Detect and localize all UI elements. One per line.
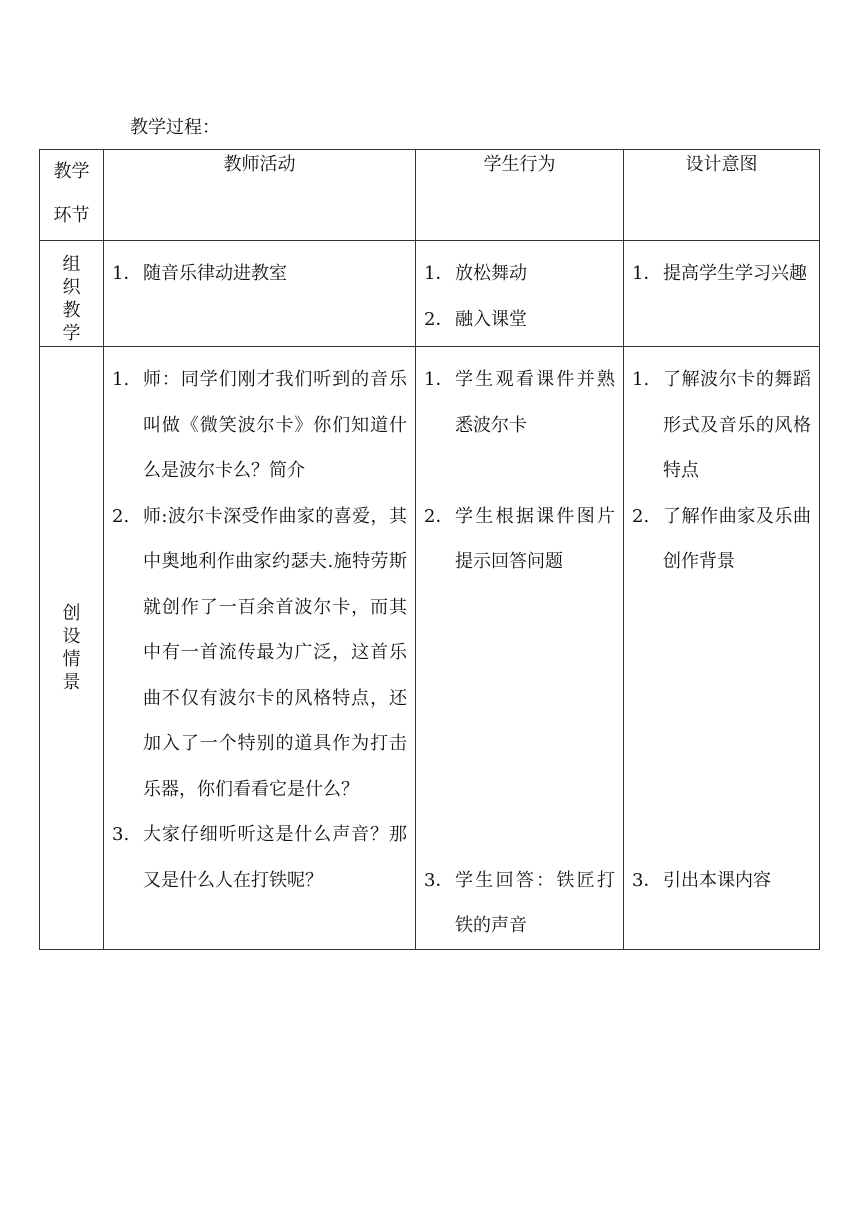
list-item [424,858,615,949]
item-text: 融入课堂 [455,308,527,330]
stage-char: 设 [62,625,81,647]
stage-char: 织 [62,277,81,298]
list-item [632,357,811,494]
item-text: 师:波尔卡深受作曲家的喜爱，其中奥地利作曲家约瑟夫.施特劳斯就创作了一百余首波尔卡，而其中有一首流传最为广泛，这首乐曲不仅有波尔卡的风格特点，还加入了一个特别的道具作为打击乐器，你们看看它是什么？ [143,505,407,800]
header-stage-line: 环节 [53,205,90,226]
design-intent-cell [624,241,820,347]
stage-char: 教 [62,300,81,321]
item-number: 2． [424,308,454,330]
item-number: 2. [112,505,130,527]
item-text: 放松舞动 [455,263,527,284]
table-row [40,241,820,347]
list-item [424,357,615,448]
item-text: 提高学生学习兴趣 [663,263,807,284]
header-stage-line: 教学 [53,161,90,182]
item-number: 2. [632,505,650,527]
list-item [424,297,615,343]
stage-cell [40,347,104,950]
student-behavior-cell [416,241,624,347]
item-number: 1． [424,263,454,284]
list-item [632,494,811,585]
teacher-activity-cell [104,241,416,347]
table-header-row [40,150,820,241]
teaching-process-table [39,149,820,950]
item-number: 1． [424,369,454,390]
item-text: 学生观看课件并熟悉波尔卡 [455,369,615,436]
item-text: 学生回答：铁匠打铁的声音 [455,869,615,936]
item-number: 1． [632,263,662,284]
item-number: 1. [632,369,650,390]
stage-cell [40,241,104,347]
item-text: 了解作曲家及乐曲创作背景 [663,505,811,572]
list-item [632,858,811,904]
header-student-behavior: 学生行为 [416,150,624,241]
section-heading: 教学过程： [130,117,220,138]
header-design-intent: 设计意图 [624,150,820,241]
list-item [112,494,407,813]
item-number: 1． [112,263,142,284]
item-number: 2． [424,505,454,527]
item-text: 师：同学们刚才我们听到的音乐叫做《微笑波尔卡》你们知道什么是波尔卡么？简介 [143,369,407,481]
stage-char: 创 [62,602,81,624]
design-intent-cell [624,347,820,950]
item-text: 了解波尔卡的舞蹈形式及音乐的风格特点 [663,369,811,481]
header-teacher-activity: 教师活动 [104,150,416,241]
stage-char: 学 [62,323,81,344]
list-item [424,494,615,585]
item-number: 1. [112,369,130,390]
item-text: 引出本课内容 [663,869,771,891]
list-item [112,357,407,494]
stage-char: 组 [62,254,81,275]
item-number: 3. [112,824,130,845]
stage-char: 情 [62,648,81,670]
item-text: 随音乐律动进教室 [143,263,287,284]
header-stage [40,150,104,241]
list-item [112,812,407,903]
student-behavior-cell [416,347,624,950]
item-text: 大家仔细听听这是什么声音？那又是什么人在打铁呢？ [143,824,407,891]
item-text: 学生根据课件图片提示回答问题 [455,505,615,572]
list-item [424,251,615,297]
stage-char: 景 [62,671,81,693]
item-number: 3． [424,869,454,891]
list-item [632,251,811,297]
item-number: 3． [632,869,662,891]
table-row [40,347,820,950]
list-item [112,251,407,297]
teacher-activity-cell [104,347,416,950]
